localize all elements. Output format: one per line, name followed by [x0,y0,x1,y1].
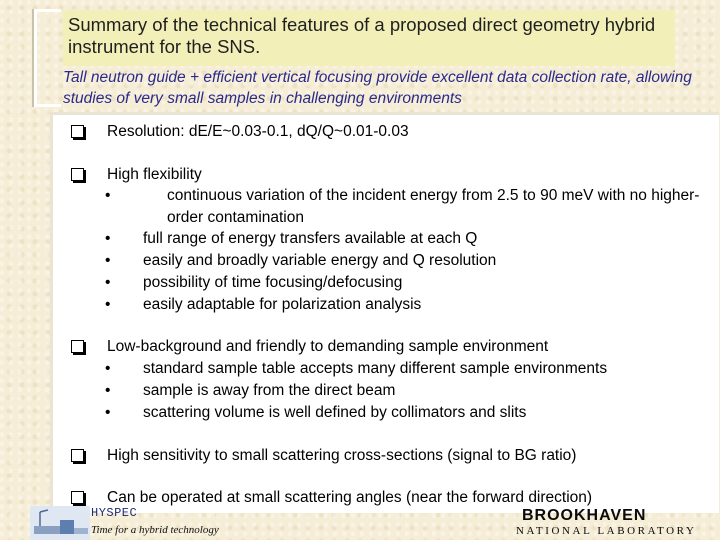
project-name: HYSPEC [91,506,138,520]
item-text: High flexibility [107,166,202,183]
sub-item-text: easily and broadly variable energy and Q resolution [143,252,497,269]
checkbox-bullet-icon [71,125,84,138]
sub-item-text: possibility of time focusing/defocusing [143,274,403,291]
slide-title: Summary of the technical features of a proposed direct geometry hybrid instrument for the SNS. [68,14,656,57]
sub-item-text: standard sample table accepts many different sample environments [143,360,608,377]
content-panel [50,112,719,513]
bullet-icon: • [105,252,111,269]
bullet-icon: • [105,404,111,421]
checkbox-bullet-icon [71,491,84,504]
brookhaven-logo-subtitle: NATIONAL LABORATORY [516,525,697,537]
checkbox-bullet-icon [71,168,84,181]
item-text: Resolution: dE/E~0.03-0.1, dQ/Q~0.01-0.03 [107,123,409,140]
slide-subtitle: Tall neutron guide + efficient vertical focusing provide excellent data collection rate, allowing studies of very small samples in challenging environments [63,69,692,107]
checkbox-bullet-icon [71,340,84,353]
title-bracket-decoration [34,9,61,107]
sub-item-text: continuous variation of the incident energy from 2.5 to 90 meV with no higher-order contamination [167,187,700,226]
bullet-icon: • [105,296,111,313]
item-text: High sensitivity to small scattering cross-sections (signal to BG ratio) [107,447,577,464]
brookhaven-logo: BROOKHAVEN [522,507,647,524]
bullet-icon: • [105,230,111,247]
bullet-icon: • [105,382,111,399]
sub-item-text: easily adaptable for polarization analysis [143,296,422,313]
sub-item-text: sample is away from the direct beam [143,382,396,399]
item-text: Low-background and friendly to demanding sample environment [107,338,549,355]
checkbox-bullet-icon [71,449,84,462]
sub-item-text: scattering volume is well defined by collimators and slits [143,404,527,421]
project-tagline: Time for a hybrid technology [91,524,219,536]
bullet-icon: • [105,187,111,204]
item-text: Can be operated at small scattering angles (near the forward direction) [107,489,593,506]
sub-item-text: full range of energy transfers available at each Q [143,230,478,247]
bullet-icon: • [105,360,111,377]
bullet-icon: • [105,274,111,291]
instrument-logo-icon [30,506,90,540]
